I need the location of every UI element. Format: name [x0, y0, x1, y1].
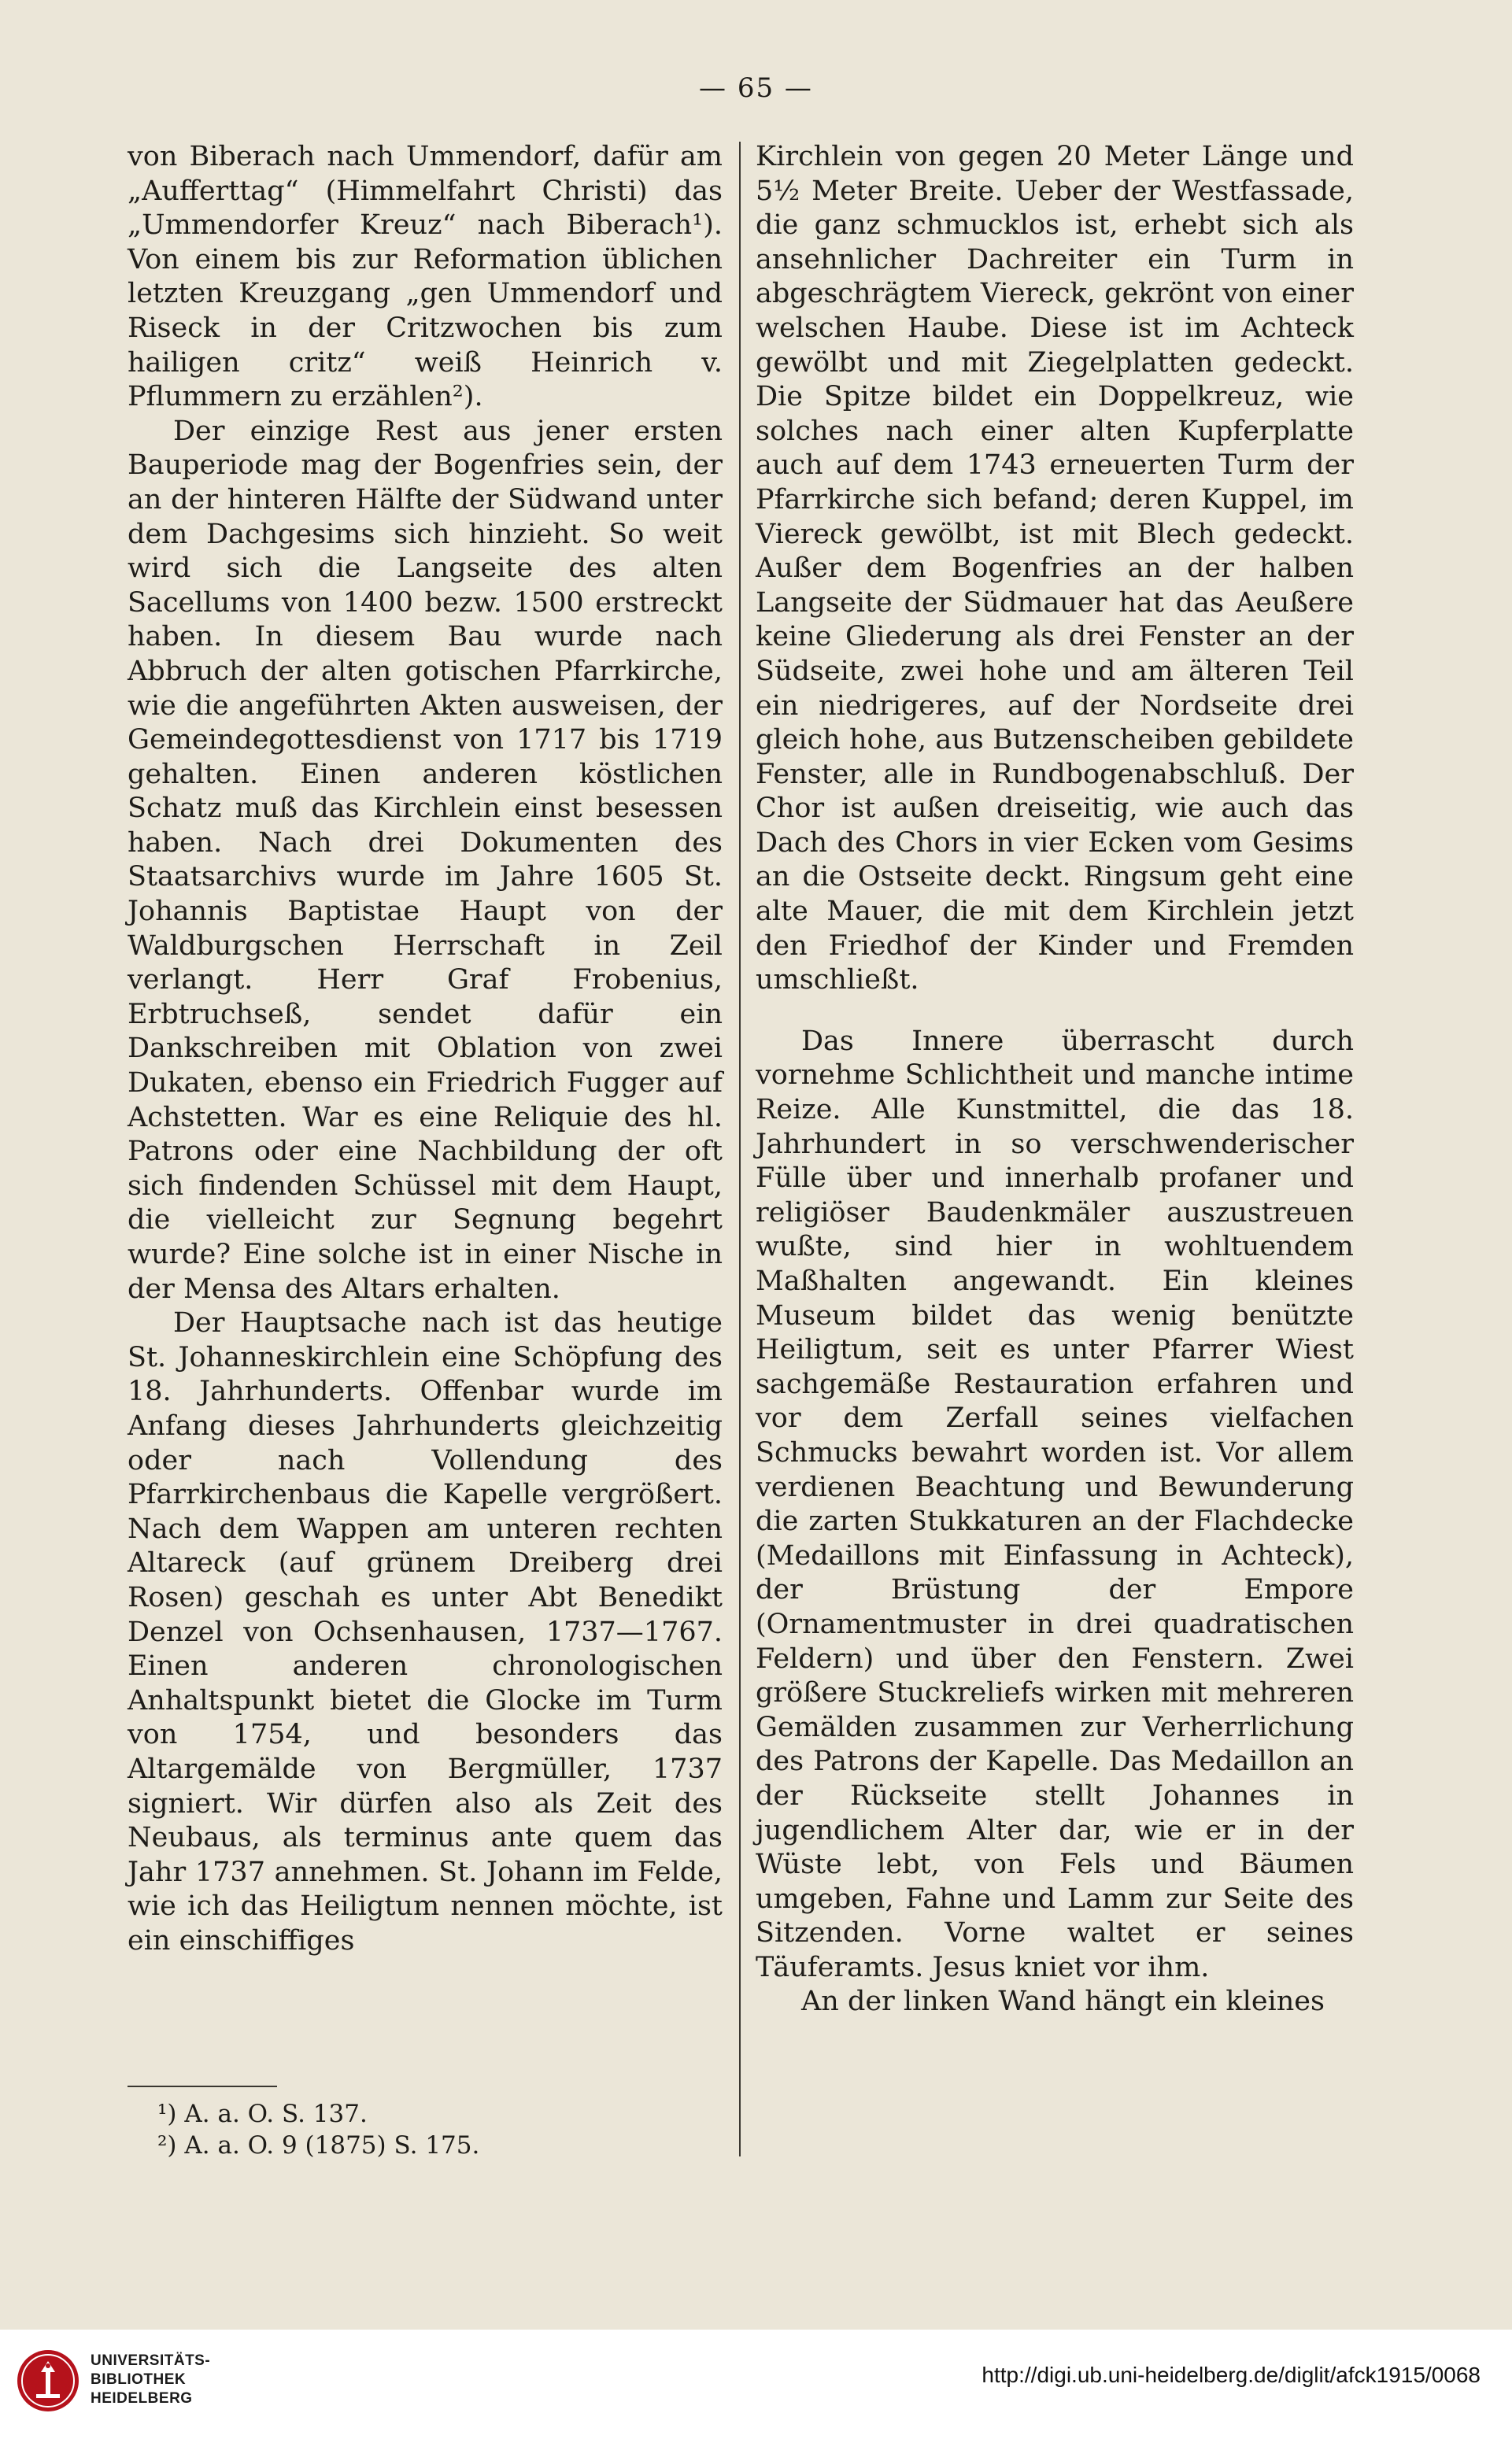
digitization-footer	[0, 2330, 1512, 2439]
library-name-line-1: UNIVERSITÄTS-	[91, 2352, 211, 2369]
footnote-divider	[128, 2086, 277, 2087]
library-name	[91, 2352, 210, 2408]
left-paragraph-1: von Biberach nach Ummendorf, dafür am „Aufferttag“ (Himmelfahrt Christi) das „Ummendorfer Kreuz“ nach Biberach¹). Von einem bis zur Reformation üblichen letzten Kreuzgang „gen Ummendorf und Riseck in der Critzwochen bis zum hailigen critz“ weiß Heinrich v. Pflummern zu erzählen²).	[128, 141, 723, 413]
footnote-2: ²) A. a. O. 9 (1875) S. 175.	[157, 2131, 480, 2160]
library-name-line-3: HEIDELBERG	[91, 2390, 193, 2407]
right-paragraph-2: Das Innere überrascht durch vornehme Schlichtheit und manche intime Reize. Alle Kunstmittel, die das 18. Jahrhundert in so verschwenderischer Fülle über und innerhalb profaner und religiöser Baudenkmäler auszustreuen wußte, sind hier in wohltuendem Maßhalten angewandt. Ein kleines Museum bildet das wenig benützte Heiligtum, seit es unter Pfarrer Wiest sachgemäße Restauration erfahren und vor dem Zerfall seines vielfachen Schmucks bewahrt worden ist. Vor allem verdienen Beachtung und Bewunderung die zarten Stukkaturen an der Flachdecke (Medaillons mit Einfassung in Achteck), der Brüstung der Empore (Ornamentmuster in drei quadratischen Feldern) und über den Fenstern. Zwei größere Stuckreliefs wirken mit mehreren Gemälden zusammen zur Verherrlichung des Patrons der Kapelle. Das Medaillon an der Rückseite stellt Johannes in jugendlichem Alter dar, wie er in der Wüste lebt, von Fels und Bäumen umgeben, Fahne und Lamm zur Seite des Sitzenden. Vorne waltet er seines Täuferamts. Jesus kniet vor ihm.	[756, 1025, 1354, 1983]
right-paragraph-1: Kirchlein von gegen 20 Meter Länge und 5½ Meter Breite. Ueber der Westfassade, die ganz schmucklos ist, erhebt sich als ansehnlicher Dachreiter ein Turm in abgeschrägtem Viereck, gekrönt von einer welschen Haube. Diese ist im Achteck gewölbt und mit Ziegelplatten gedeckt. Die Spitze bildet ein Doppelkreuz, wie solches nach einer alten Kupferplatte auch auf dem 1743 erneuerten Turm der Pfarrkirche sich befand; deren Kuppel, im Viereck gewölbt, ist mit Blech gedeckt. Außer dem Bogenfries an der halben Langseite der Südmauer hat das Aeußere keine Gliederung als drei Fenster an der Südseite, zwei hohe und am älteren Teil ein niedrigeres, auf der Nordseite drei gleich hohe, aus Butzenscheiben gebildete Fenster, alle in Rundbogenabschluß. Der Chor ist außen dreiseitig, wie auch das Dach des Chors in vier Ecken vom Gesims an die Ostseite deckt. Ringsum geht eine alte Mauer, die mit dem Kirchlein jetzt den Friedhof der Kinder und Fremden umschließt.	[756, 141, 1354, 996]
left-paragraph-3: Der Hauptsache nach ist das heutige St. Johanneskirchlein eine Schöpfung des 18. Jahrhunderts. Offenbar wurde im Anfang dieses Jahrhunderts gleichzeitig oder nach Vollendung des Pfarrkirchenbaus die Kapelle vergrößert. Nach dem Wappen am unteren rechten Altareck (auf grünem Dreiberg drei Rosen) geschah es unter Abt Benedikt Denzel von Ochsenhausen, 1737—1767. Einen anderen chronologischen Anhaltspunkt bietet die Glocke im Turm von 1754, und besonders das Altargemälde von Bergmüller, 1737 signiert. Wir dürfen also als Zeit des Neubaus, als terminus ante quem das Jahr 1737 annehmen. St. Johann im Felde, wie ich das Heiligtum nennen möchte, ist ein einschiffiges	[128, 1307, 723, 1957]
column-divider	[739, 142, 741, 2156]
library-name-line-2: BIBLIOTHEK	[91, 2371, 187, 2388]
right-column	[756, 140, 1354, 2020]
footnotes	[157, 2098, 708, 2161]
left-column	[128, 140, 723, 1958]
university-seal-icon	[16, 2348, 80, 2413]
right-paragraph-3: An der linken Wand hängt ein kleines	[801, 1986, 1325, 2018]
footnote-1: ¹) A. a. O. S. 137.	[157, 2100, 368, 2128]
page-number: — 65 —	[699, 72, 813, 104]
permalink-url[interactable]: http://digi.ub.uni-heidelberg.de/diglit/afck1915/0068	[982, 2363, 1481, 2387]
left-paragraph-2: Der einzige Rest aus jener ersten Bauperiode mag der Bogenfries sein, der an der hinteren Hälfte der Südwand unter dem Dachgesims sich hinzieht. So weit wird sich die Langseite des alten Sacellums von 1400 bezw. 1500 erstreckt haben. In diesem Bau wurde nach Abbruch der alten gotischen Pfarrkirche, wie die angeführten Akten ausweisen, der Gemeindegottesdienst von 1717 bis 1719 gehalten. Einen anderen köstlichen Schatz muß das Kirchlein einst besessen haben. Nach drei Dokumenten des Staatsarchivs wurde im Jahre 1605 St. Johannis Baptistae Haupt von der Waldburgschen Herrschaft in Zeil verlangt. Herr Graf Frobenius, Erbtruchseß, sendet dafür ein Dankschreiben mit Oblation von zwei Dukaten, ebenso ein Friedrich Fugger auf Achstetten. War es eine Reliquie des hl. Patrons oder eine Nachbildung der oft sich findenden Schüssel mit dem Haupt, die vielleicht zur Segnung begehrt wurde? Eine solche ist in einer Nische in der Mensa des Altars erhalten.	[128, 415, 723, 1305]
